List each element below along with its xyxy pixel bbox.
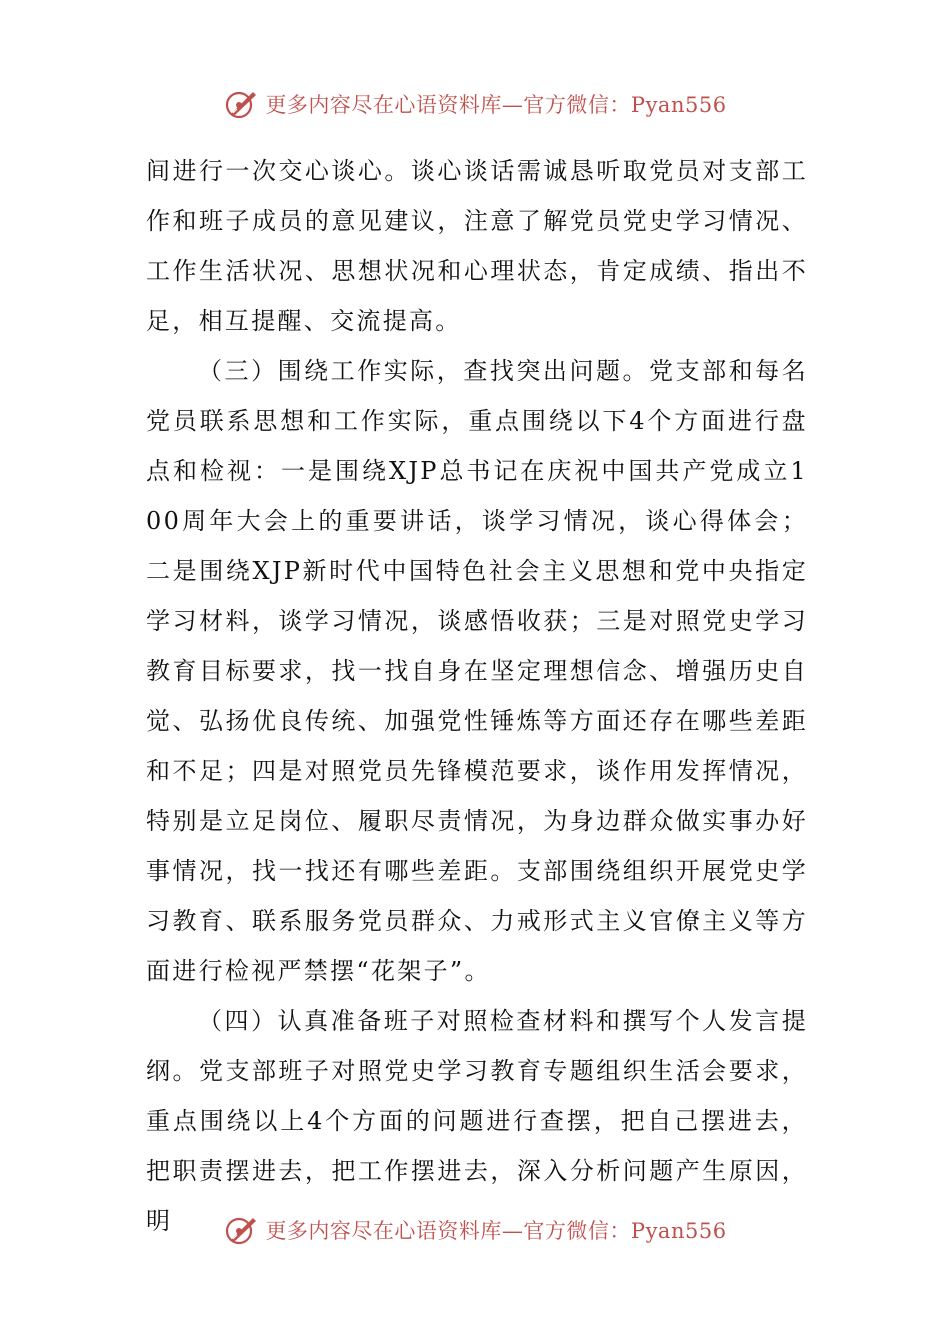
paragraph-continuation: 间进行一次交心谈心。谈心谈话需诚恳听取党员对支部工作和班子成员的意见建议，注意了解党员党史学习情况、工作生活状况、思想状况和心理状态，肯定成绩、指出不足，相互提醒、交流提高。 xyxy=(146,157,808,335)
footer-watermark xyxy=(0,1210,950,1250)
watermark-text: 更多内容尽在心语资料库—官方微信：Pyan556 xyxy=(265,1219,727,1243)
document-body xyxy=(146,146,808,1246)
quill-logo-icon xyxy=(223,86,259,122)
paragraph-section-four: （四）认真准备班子对照检查材料和撰写个人发言提纲。党支部班子对照党史学习教育专题组织生活会要求，重点围绕以上4个方面的问题进行查摆，把自己摆进去，把职责摆进去，把工作摆进去，深入分析问题产生原因，明 xyxy=(146,1007,808,1235)
quill-logo-icon xyxy=(223,1212,259,1248)
header-watermark xyxy=(0,84,950,124)
paragraph-section-three: （三）围绕工作实际，查找突出问题。党支部和每名党员联系思想和工作实际，重点围绕以下4个方面进行盘点和检视：一是围绕XJP总书记在庆祝中国共产党成立100周年大会上的重要讲话，谈学习情况，谈心得体会；二是围绕XJP新时代中国特色社会主义思想和党中央指定学习材料，谈学习情况，谈感悟收获；三是对照党史学习教育目标要求，找一找自身在坚定理想信念、增强历史自觉、弘扬优良传统、加强党性锤炼等方面还存在哪些差距和不足；四是对照党员先锋模范要求，谈作用发挥情况，特别是立足岗位、履职尽责情况，为身边群众做实事办好事情况，找一找还有哪些差距。支部围绕组织开展党史学习教育、联系服务党员群众、力戒形式主义官僚主义等方面进行检视严禁摆“花架子”。 xyxy=(146,357,808,985)
watermark-text: 更多内容尽在心语资料库—官方微信：Pyan556 xyxy=(265,93,727,117)
